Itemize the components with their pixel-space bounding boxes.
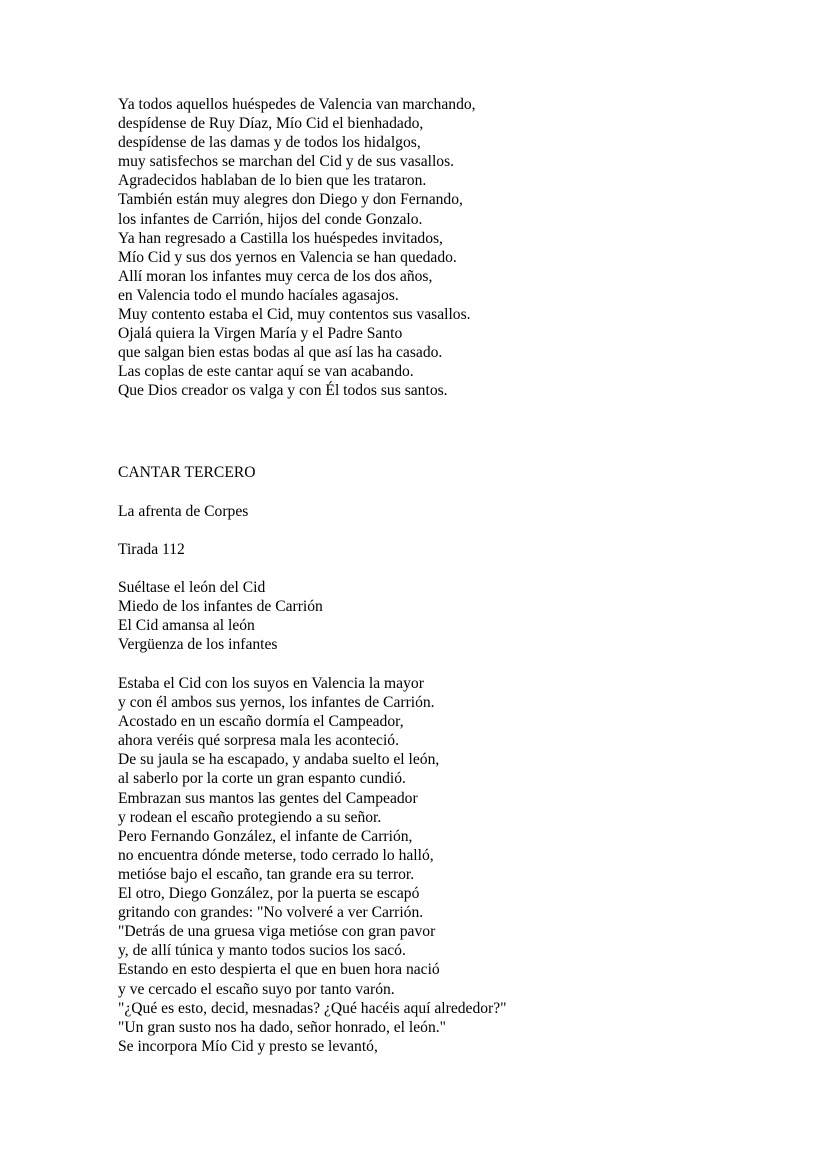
verse-line: "¿Qué es esto, decid, mesnadas? ¿Qué hacéis aquí alrededor?"	[118, 999, 507, 1017]
verse-line: También están muy alegres don Diego y don Fernando,	[118, 191, 463, 209]
verse-line: "Detrás de una gruesa viga metióse con gran pavor	[118, 923, 436, 941]
tirada-verse	[118, 674, 507, 1056]
verse-line: Ya todos aquellos huéspedes de Valencia van marchando,	[118, 96, 476, 113]
verse-line: Ya han regresado a Castilla los huéspedes invitados,	[118, 229, 443, 247]
verse-line: y ve cercado el escaño suyo por tanto varón.	[118, 980, 395, 998]
verse-line: metióse bajo el escaño, tan grande era su terror.	[118, 865, 415, 883]
intro-stanza	[118, 95, 476, 401]
section-heading: El Cid amansa al león	[118, 617, 255, 635]
tirada-block	[118, 540, 185, 559]
verse-line: gritando con grandes: "No volveré a ver Carrión.	[118, 904, 424, 922]
verse-line: y, de allí túnica y manto todos sucios los sacó.	[118, 942, 406, 960]
verse-line: Estaba el Cid con los suyos en Valencia la mayor	[118, 675, 424, 692]
section-heading: Vergüenza de los infantes	[118, 636, 278, 654]
verse-line: El otro, Diego González, por la puerta se escapó	[118, 885, 420, 903]
verse-line: y rodean el escaño protegiendo a su señor.	[118, 808, 382, 826]
verse-line: despídense de las damas y de todos los hidalgos,	[118, 134, 421, 152]
cantar-subtitle-block	[118, 502, 248, 521]
verse-line: al saberlo por la corte un gran espanto cundió.	[118, 770, 406, 788]
verse-line: Se incorpora Mío Cid y presto se levantó,	[118, 1037, 378, 1055]
verse-line: y con él ambos sus yernos, los infantes de Carrión.	[118, 694, 435, 712]
cantar-heading	[118, 463, 256, 482]
verse-line: Pero Fernando González, el infante de Carrión,	[118, 827, 413, 845]
verse-line: muy satisfechos se marchan del Cid y de sus vasallos.	[118, 153, 455, 171]
verse-line: Ojalá quiera la Virgen María y el Padre Santo	[118, 325, 403, 343]
section-heading: Suéltase el león del Cid	[118, 579, 266, 596]
verse-line: no encuentra dónde meterse, todo cerrado lo halló,	[118, 846, 434, 864]
verse-line: Agradecidos hablaban de lo bien que les trataron.	[118, 172, 427, 190]
cantar-title: CANTAR TERCERO	[118, 464, 256, 481]
verse-line: que salgan bien estas bodas al que así las ha casado.	[118, 344, 443, 362]
cantar-subtitle: La afrenta de Corpes	[118, 503, 249, 520]
verse-line: Que Dios creador os valga y con Él todos sus santos.	[118, 382, 448, 400]
verse-line: Muy contento estaba el Cid, muy contentos sus vasallos.	[118, 306, 471, 324]
verse-line: ahora veréis qué sorpresa mala les aconteció.	[118, 732, 399, 750]
section-headings	[118, 578, 323, 654]
tirada-label: Tirada 112	[118, 541, 185, 558]
verse-line: Embrazan sus mantos las gentes del Campeador	[118, 789, 418, 807]
verse-line: en Valencia todo el mundo hacíales agasajos.	[118, 286, 399, 304]
verse-line: "Un gran susto nos ha dado, señor honrado, el león."	[118, 1018, 447, 1036]
verse-line: Acostado en un escaño dormía el Campeador,	[118, 713, 404, 731]
verse-line: despídense de Ruy Díaz, Mío Cid el bienhadado,	[118, 115, 424, 133]
verse-line: Mío Cid y sus dos yernos en Valencia se han quedado.	[118, 248, 457, 266]
verse-line: Las coplas de este cantar aquí se van acabando.	[118, 363, 414, 381]
verse-line: De su jaula se ha escapado, y andaba suelto el león,	[118, 751, 440, 769]
section-heading: Miedo de los infantes de Carrión	[118, 598, 323, 616]
verse-line: Estando en esto despierta el que en buen hora nació	[118, 961, 440, 979]
verse-line: los infantes de Carrión, hijos del conde Gonzalo.	[118, 210, 423, 228]
verse-line: Allí moran los infantes muy cerca de los dos años,	[118, 267, 433, 285]
